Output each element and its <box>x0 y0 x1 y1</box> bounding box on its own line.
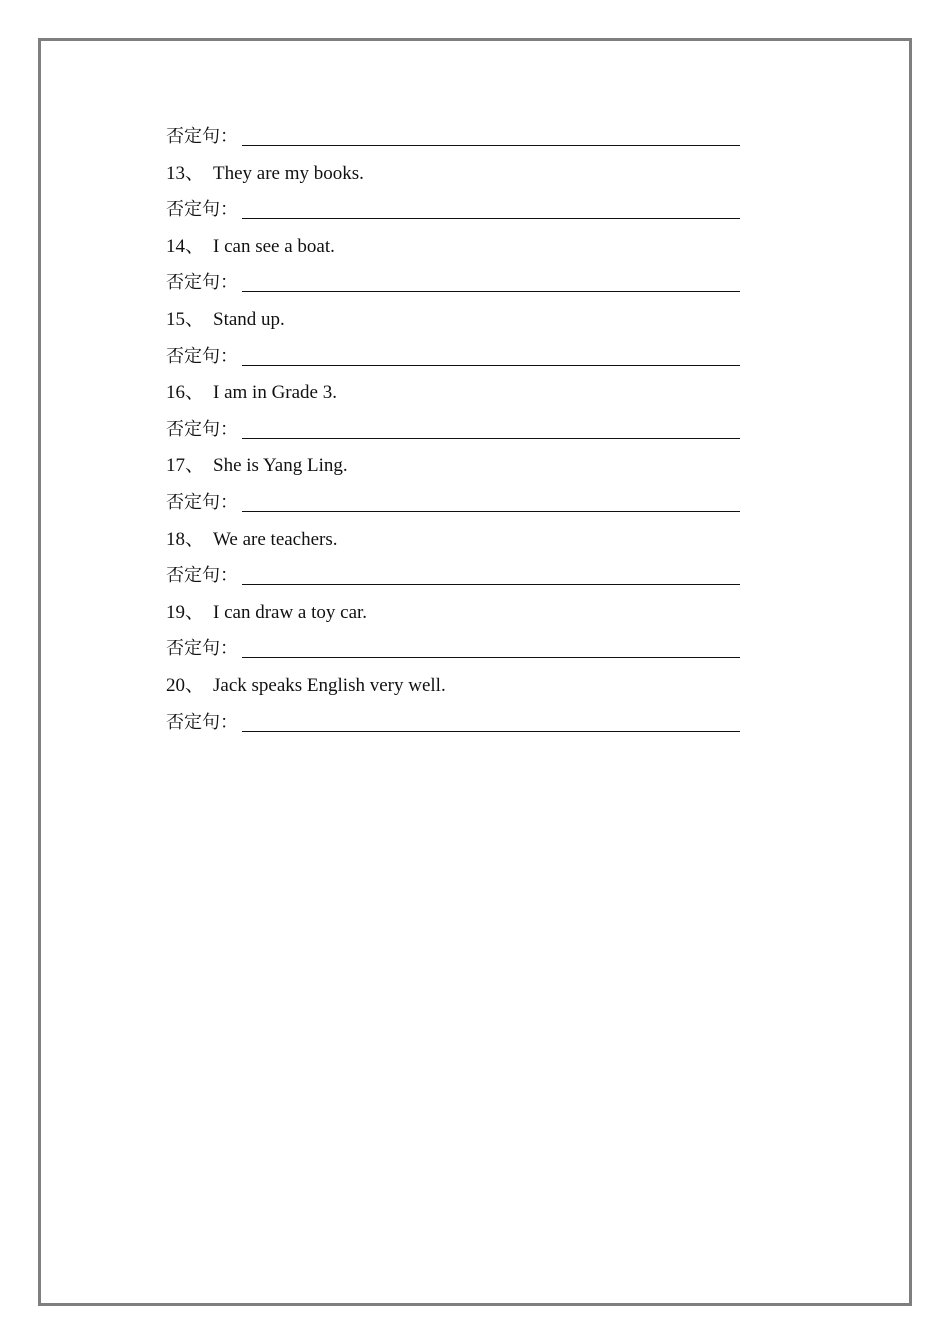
question-number: 20、 <box>166 674 205 696</box>
question-sentence: I can draw a toy car. <box>213 601 368 623</box>
question-number: 19、 <box>166 601 205 623</box>
question-row <box>166 451 766 488</box>
question-row <box>166 378 766 415</box>
negative-sentence-label: 否定句： <box>166 126 238 147</box>
answer-blank-line[interactable] <box>242 218 740 219</box>
question-row <box>166 232 766 269</box>
answer-row <box>166 195 766 232</box>
answer-blank-line[interactable] <box>242 291 740 292</box>
answer-row <box>166 561 766 598</box>
question-sentence: They are my books. <box>213 162 364 184</box>
question-number: 14、 <box>166 235 205 257</box>
question-number: 16、 <box>166 382 205 404</box>
worksheet-content <box>166 122 766 744</box>
negative-sentence-label: 否定句： <box>166 418 238 440</box>
answer-row <box>166 415 766 452</box>
negative-sentence-label: 否定句： <box>166 272 238 294</box>
question-number: 15、 <box>166 308 205 330</box>
question-sentence: We are teachers. <box>213 528 338 550</box>
answer-blank-line[interactable] <box>242 731 740 732</box>
negative-sentence-label: 否定句： <box>166 565 238 587</box>
negative-sentence-label: 否定句： <box>166 345 238 367</box>
answer-blank-line[interactable] <box>242 657 740 658</box>
answer-row <box>166 634 766 671</box>
question-row <box>166 159 766 196</box>
answer-blank-line[interactable] <box>242 145 740 146</box>
question-row <box>166 305 766 342</box>
negative-sentence-label: 否定句： <box>166 638 238 660</box>
question-row <box>166 671 766 708</box>
question-number: 17、 <box>166 455 205 477</box>
answer-blank-line[interactable] <box>242 511 740 512</box>
question-row <box>166 598 766 635</box>
answer-blank-line[interactable] <box>242 584 740 585</box>
answer-blank-line[interactable] <box>242 438 740 439</box>
answer-row <box>166 122 766 159</box>
question-number: 18、 <box>166 528 205 550</box>
answer-row <box>166 342 766 379</box>
question-sentence: I am in Grade 3. <box>213 382 337 404</box>
answer-row <box>166 488 766 525</box>
question-row <box>166 525 766 562</box>
question-sentence: She is Yang Ling. <box>213 455 348 477</box>
negative-sentence-label: 否定句： <box>166 491 238 513</box>
answer-row <box>166 268 766 305</box>
answer-blank-line[interactable] <box>242 365 740 366</box>
question-sentence: Jack speaks English very well. <box>213 674 446 696</box>
question-sentence: Stand up. <box>213 308 285 330</box>
question-number: 13、 <box>166 162 205 184</box>
answer-row <box>166 708 766 745</box>
question-sentence: I can see a boat. <box>213 235 335 257</box>
negative-sentence-label: 否定句： <box>166 711 238 733</box>
negative-sentence-label: 否定句： <box>166 199 238 221</box>
